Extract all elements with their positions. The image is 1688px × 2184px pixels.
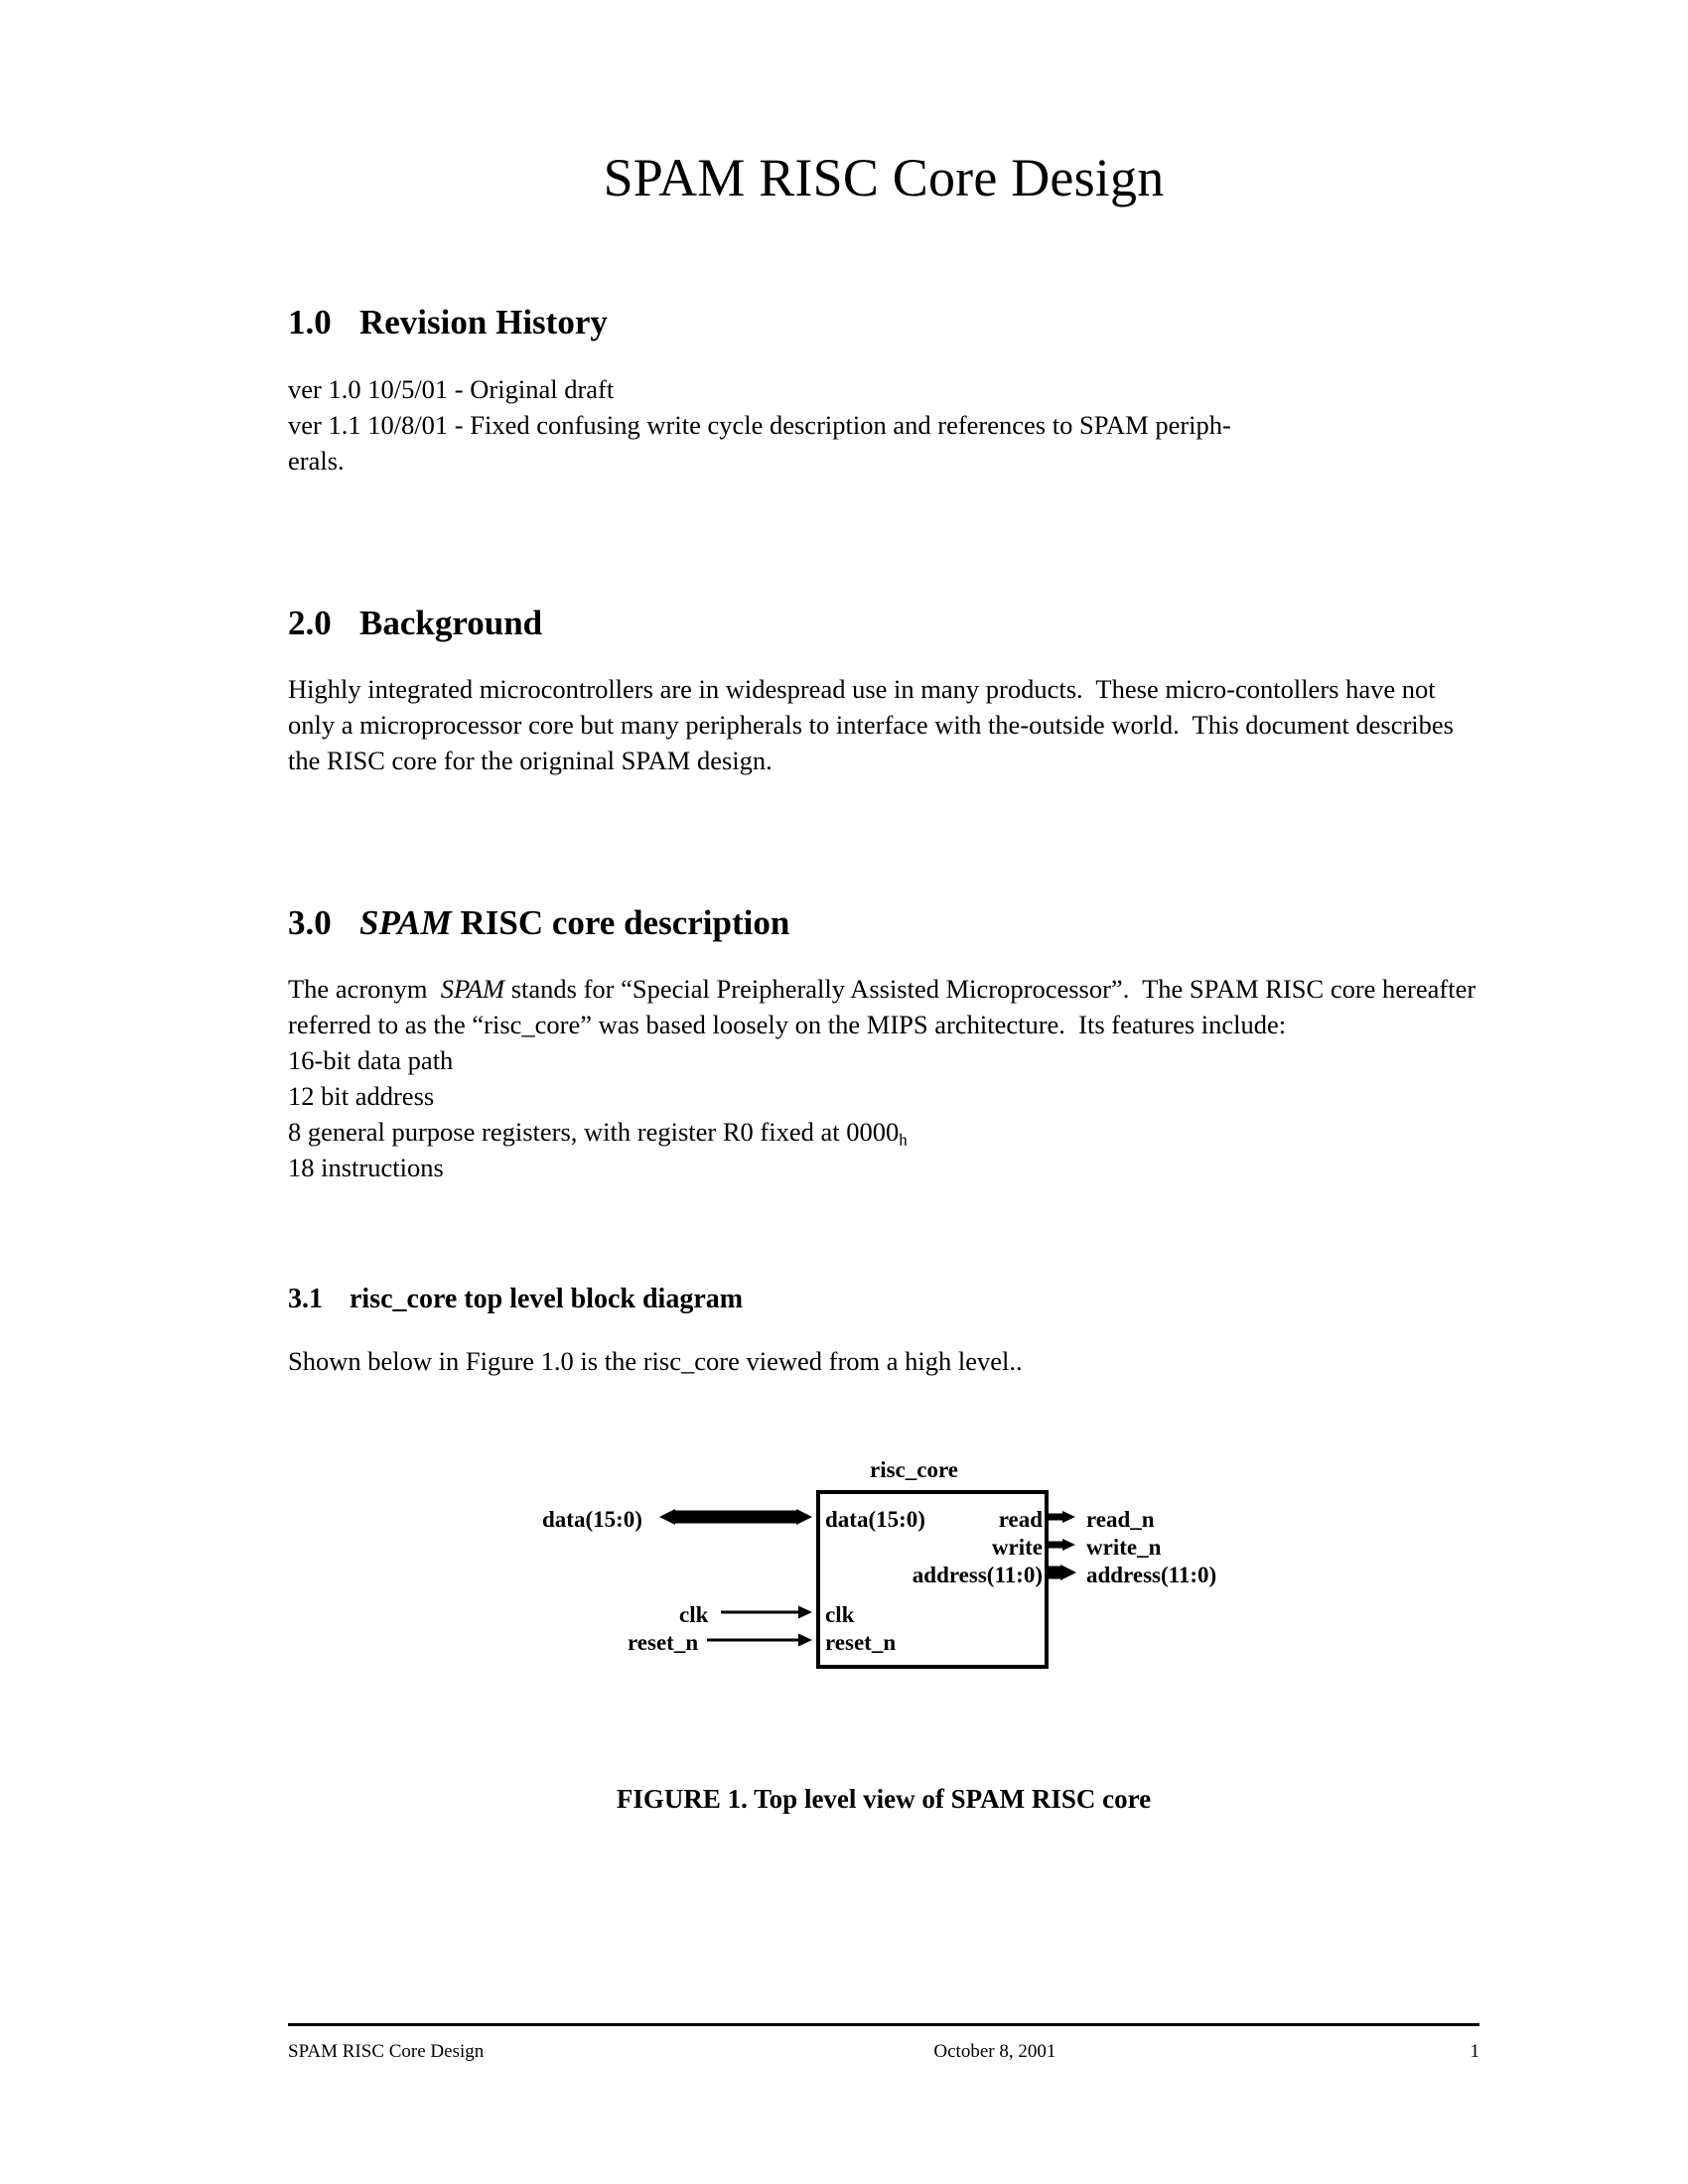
page-content — [288, 148, 1482, 1905]
feature-item: 12 bit address — [288, 1081, 435, 1112]
revision-line: erals. — [288, 445, 345, 476]
external-label-data: data(15:0) — [542, 1506, 642, 1532]
heading-revision-history — [288, 303, 1479, 342]
heading-spam-description — [288, 903, 1479, 943]
block-diagram-intro: Shown below in Figure 1.0 is the risc_core viewed from a high level.. — [288, 1345, 1023, 1376]
footer-row — [288, 2040, 1479, 2065]
spacer — [288, 478, 1479, 532]
port-label-address-out: address(11:0) — [912, 1562, 1043, 1587]
heading-block-diagram — [288, 1284, 1479, 1315]
heading-number: 2.0 — [288, 603, 332, 642]
heading-number: 3.1 — [288, 1283, 323, 1314]
feature-item-text: 8 general purpose registers, with register R0 fixed at 0000 — [288, 1117, 900, 1148]
port-label-reset-in: reset_n — [825, 1629, 897, 1655]
figure-caption: FIGURE 1. Top level view of SPAM RISC core — [616, 1783, 1152, 1814]
port-label-clk-in: clk — [825, 1601, 855, 1627]
footer-document-title: SPAM RISC Core Design — [288, 2041, 485, 2063]
heading-text: Background — [359, 603, 543, 642]
page-footer — [288, 2023, 1479, 2065]
page-title: SPAM RISC Core Design — [603, 148, 1165, 207]
intro-prefix: The acronym — [288, 974, 441, 1005]
risc-core-block-diagram — [522, 1456, 1247, 1724]
module-name-label: risc_core — [870, 1456, 958, 1482]
revision-line: ver 1.0 10/5/01 - Original draft — [288, 373, 615, 404]
heading-text: risc_core top level block diagram — [350, 1283, 744, 1314]
external-label-read-n: read_n — [1086, 1506, 1155, 1532]
heading-background — [288, 604, 1479, 643]
external-label-clk: clk — [679, 1601, 709, 1627]
feature-item: 18 instructions — [288, 1153, 444, 1183]
spacer — [288, 1186, 1479, 1220]
heading-number: 3.0 — [288, 903, 332, 943]
feature-list — [288, 1042, 1479, 1185]
external-label-write-n: write_n — [1086, 1534, 1162, 1560]
footer-page-number: 1 — [1470, 2041, 1479, 2063]
footer-divider — [288, 2023, 1479, 2026]
footer-date: October 8, 2001 — [933, 2041, 1056, 2063]
revision-history-lines — [288, 371, 1479, 478]
figure-container — [288, 1438, 1479, 1905]
port-label-read-out: read — [998, 1506, 1043, 1532]
port-label-write-out: write — [991, 1534, 1043, 1560]
background-paragraph: Highly integrated microcontrollers are in widespread use in many products. These micro-contollers have not only a microprocessor core but many peripherals to interface with the-outside world. This document describes the RISC core for the origninal SPAM design. — [288, 673, 1461, 776]
external-label-address: address(11:0) — [1086, 1562, 1217, 1587]
external-label-reset: reset_n — [628, 1629, 699, 1655]
feature-item: 16-bit data path — [288, 1045, 454, 1076]
heading-number: 1.0 — [288, 303, 332, 342]
feature-item-registers — [288, 1114, 1479, 1150]
heading-text-italic: SPAM — [359, 903, 452, 943]
heading-text: Revision History — [359, 303, 608, 342]
intro-italic-acronym: SPAM — [440, 974, 505, 1005]
revision-line: ver 1.1 10/8/01 - Fixed confusing write cycle description and references to SPAM periph- — [288, 409, 1231, 440]
hex-subscript: h — [899, 1131, 908, 1151]
spam-intro-paragraph — [288, 971, 1482, 1042]
heading-text: RISC core description — [451, 903, 790, 943]
intro-rest: stands for “Special Preipherally Assisted Microprocessor”. The SPAM RISC core hereafter referred to as the “risc_core” was based loosely on the MIPS architecture. Its features include: — [288, 974, 1482, 1040]
spacer — [288, 778, 1479, 832]
port-label-data-in: data(15:0) — [825, 1506, 925, 1532]
